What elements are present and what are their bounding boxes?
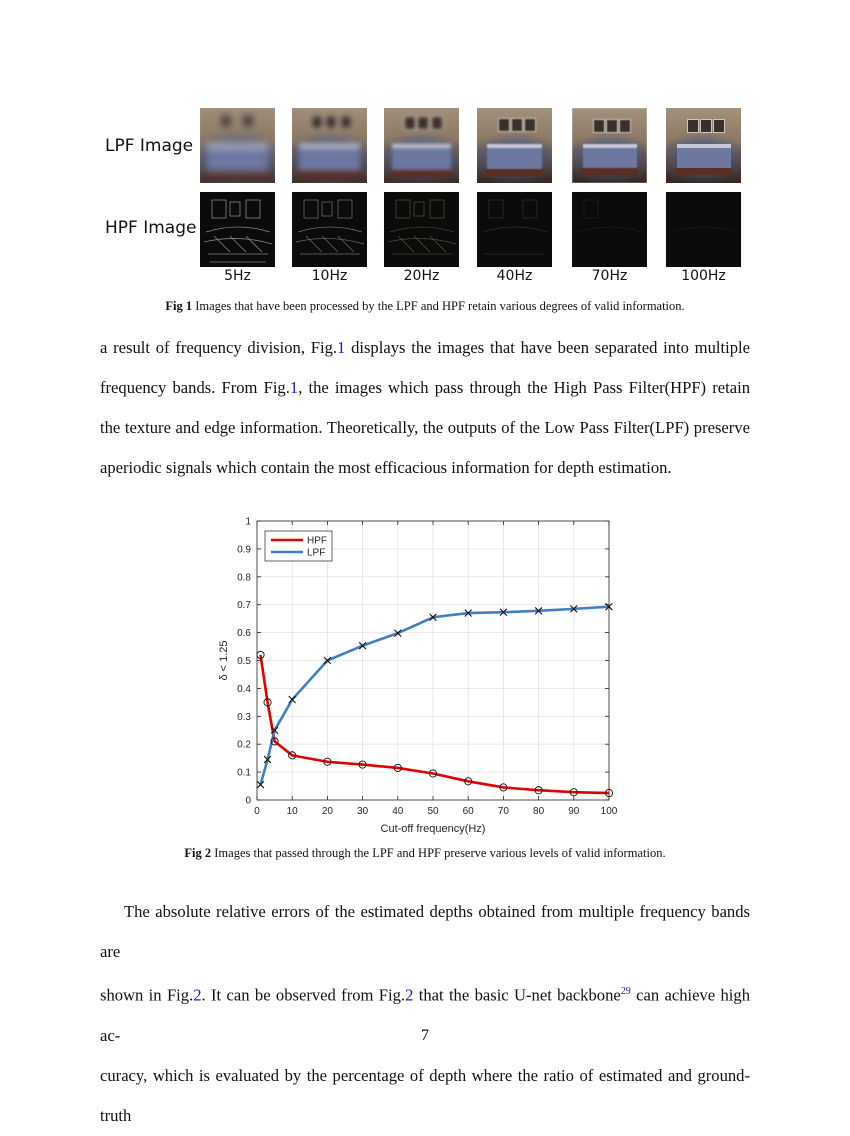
fig-1-reference-link[interactable]: 1 <box>289 378 299 397</box>
y-tick-label: 1 <box>245 516 251 528</box>
figure-1-caption <box>0 299 850 314</box>
x-tick-label: 30 <box>357 806 369 817</box>
freq-label-10hz: 10Hz <box>311 268 348 284</box>
y-tick-label: 0.1 <box>237 767 251 779</box>
figure-1-caption-label: Fig 1 <box>165 299 193 313</box>
legend-label-lpf: LPF <box>307 547 326 559</box>
fig-2-reference-link[interactable]: 2 <box>405 985 414 1005</box>
x-tick-label: 20 <box>321 806 333 817</box>
x-axis-label: Cut-off frequency(Hz) <box>380 823 486 835</box>
paragraph-1-line-2: frequency bands. From Fig.1, the images which pass through the High Pass Filter(HPF) retain <box>100 378 751 397</box>
hpf-row-label: HPF Image <box>105 218 197 238</box>
paragraph-2 <box>100 892 750 1136</box>
paragraph-1-line-4: aperiodic signals which contain the most efficacious information for depth estimation. <box>100 458 672 477</box>
x-tick-label: 70 <box>497 806 509 817</box>
x-tick-label: 0 <box>254 806 260 817</box>
x-tick-label: 40 <box>392 806 404 817</box>
page-number: 7 <box>421 1027 429 1044</box>
y-tick-label: 0.5 <box>237 656 251 667</box>
figure-2-chart <box>210 508 630 838</box>
y-tick-label: 0 <box>245 795 251 807</box>
freq-label-20hz: 20Hz <box>403 268 440 284</box>
hpf-image-100hz <box>666 192 741 267</box>
legend-label-hpf: HPF <box>307 535 327 547</box>
freq-label-5hz: 5Hz <box>224 268 251 284</box>
lpf-image-100hz <box>666 108 741 183</box>
x-tick-label: 100 <box>600 806 618 817</box>
lpf-image-20hz <box>384 108 459 183</box>
y-tick-label: 0.8 <box>237 572 251 584</box>
paragraph-1-line-1: a result of frequency division, Fig.1 displays the images that have been separated into multiple <box>100 338 750 357</box>
paragraph-1-line-3: the texture and edge information. Theoretically, the outputs of the Low Pass Filter(LPF) preserve <box>100 418 750 437</box>
hpf-image-70hz <box>572 192 647 267</box>
citation-29-link[interactable]: 29 <box>620 986 631 997</box>
paragraph-2-line-2: shown in Fig.2. It can be observed from Fig.2 that the basic U-net backbone$^{29}$ can achieve high ac- <box>100 985 750 1045</box>
x-tick-label: 10 <box>286 806 298 817</box>
lpf-image-5hz <box>200 108 275 183</box>
paragraph-1 <box>100 328 750 488</box>
y-tick-label: 0.6 <box>237 628 251 640</box>
y-axis-label: δ < 1.25 <box>218 640 230 681</box>
lpf-image-10hz <box>292 108 367 183</box>
x-tick-label: 60 <box>462 806 474 817</box>
lpf-row-label: LPF Image <box>105 136 194 156</box>
x-tick-label: 50 <box>427 806 439 817</box>
x-tick-label: 80 <box>533 806 545 817</box>
y-tick-label: 0.7 <box>237 600 251 612</box>
y-tick-label: 0.3 <box>237 711 251 723</box>
y-tick-label: 0.2 <box>237 739 251 751</box>
fig-2-reference-link[interactable]: 2 <box>193 985 202 1005</box>
x-tick-label: 90 <box>568 806 580 817</box>
hpf-image-10hz <box>292 192 367 267</box>
freq-label-70hz: 70Hz <box>591 268 628 284</box>
figure-2-caption-text: Images that passed through the LPF and HPF preserve various levels of valid information. <box>214 846 666 860</box>
figure-2-caption <box>0 846 850 861</box>
figure-2-caption-label: Fig 2 <box>184 846 212 860</box>
lpf-image-70hz <box>572 108 647 183</box>
y-tick-label: 0.4 <box>237 683 251 695</box>
fig-1-reference-link[interactable]: 1 <box>337 338 346 357</box>
paragraph-2-line-3: curacy, which is evaluated by the percentage of depth where the ratio of estimated and ground-truth <box>100 1065 750 1125</box>
paragraph-2-line-1: The absolute relative errors of the estimated depths obtained from multiple frequency bands are <box>100 902 750 961</box>
freq-label-100hz: 100Hz <box>681 268 726 284</box>
chart-legend <box>265 531 332 561</box>
hpf-image-40hz <box>477 192 552 267</box>
freq-label-40hz: 40Hz <box>496 268 533 284</box>
hpf-image-5hz <box>200 192 275 267</box>
lpf-image-40hz <box>477 108 552 183</box>
y-tick-label: 0.9 <box>237 544 251 556</box>
hpf-image-20hz <box>384 192 459 267</box>
figure-1-caption-text: Images that have been processed by the LPF and HPF retain various degrees of valid information. <box>195 299 685 313</box>
